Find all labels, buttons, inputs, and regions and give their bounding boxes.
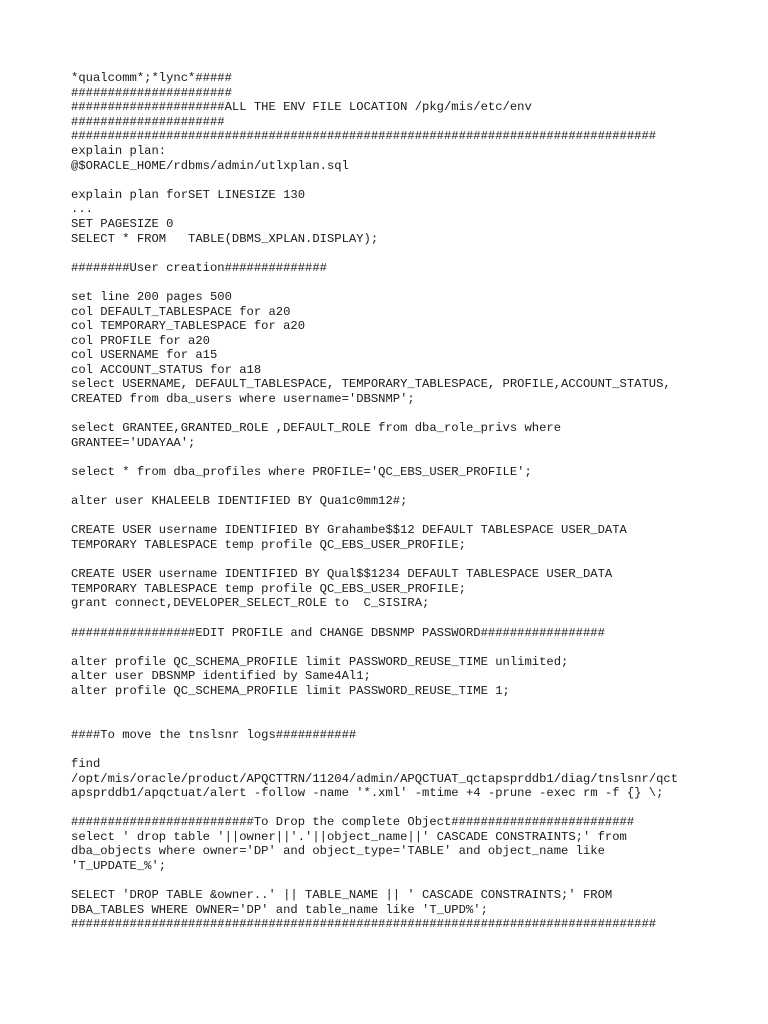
text-line: #################EDIT PROFILE and CHANGE DBSNMP PASSWORD################# — [71, 625, 605, 640]
blank-line — [71, 699, 678, 714]
text-line: select GRANTEE,GRANTED_ROLE ,DEFAULT_ROLE from dba_role_privs where — [71, 421, 562, 436]
text-line: set line 200 pages 500 — [71, 289, 232, 304]
blank-line — [71, 713, 678, 728]
text-line: select USERNAME, DEFAULT_TABLESPACE, TEMPORARY_TABLESPACE, PROFILE,ACCOUNT_STATUS, — [71, 377, 671, 392]
blank-line — [71, 275, 678, 290]
text-line: ####To move the tnslsnr logs########### — [71, 727, 357, 742]
document-text — [71, 71, 678, 932]
blank-line — [71, 874, 678, 889]
blank-line — [71, 173, 678, 188]
blank-line — [71, 640, 678, 655]
text-line: ... — [71, 202, 93, 217]
blank-line — [71, 801, 678, 816]
blank-line — [71, 246, 678, 261]
text-line: ################################################################################ — [71, 917, 657, 932]
text-line: col PROFILE for a20 — [71, 333, 210, 348]
text-line: col TEMPORARY_TABLESPACE for a20 — [71, 319, 306, 334]
blank-line — [71, 742, 678, 757]
blank-line — [71, 450, 678, 465]
text-line: @$ORACLE_HOME/rdbms/admin/utlxplan.sql — [71, 158, 349, 173]
text-line: apsprddb1/apqctuat/alert -follow -name '*.xml' -mtime +4 -prune -exec rm -f {} \; — [71, 786, 664, 801]
text-line: explain plan: — [71, 143, 167, 158]
blank-line — [71, 611, 678, 626]
text-line: TEMPORARY TABLESPACE temp profile QC_EBS_USER_PROFILE; — [71, 581, 466, 596]
text-line: ################################################################################ — [71, 129, 657, 144]
text-line: #########################To Drop the complete Object######################### — [71, 815, 635, 830]
blank-line — [71, 407, 678, 422]
text-line: ##################### — [71, 114, 225, 129]
text-line: CREATED from dba_users where username='DBSNMP'; — [71, 392, 415, 407]
text-line: GRANTEE='UDAYAA'; — [71, 435, 196, 450]
text-line: TEMPORARY TABLESPACE temp profile QC_EBS_USER_PROFILE; — [71, 538, 466, 552]
text-line: alter profile QC_SCHEMA_PROFILE limit PASSWORD_REUSE_TIME unlimited; — [71, 654, 569, 669]
text-line: #####################ALL THE ENV FILE LOCATION /pkg/mis/etc/env — [71, 100, 532, 115]
text-line: alter user DBSNMP identified by Same4Al1; — [71, 669, 371, 684]
blank-line — [71, 509, 678, 524]
text-line: alter profile QC_SCHEMA_PROFILE limit PASSWORD_REUSE_TIME 1; — [71, 683, 510, 698]
text-line: *qualcomm*;*lync*##### — [71, 71, 232, 85]
text-line: select * from dba_profiles where PROFILE='QC_EBS_USER_PROFILE'; — [71, 465, 532, 480]
text-line: /opt/mis/oracle/product/APQCTTRN/11204/admin/APQCTUAT_qctapsprddb1/diag/tnslsnr/qct — [71, 771, 679, 786]
text-line: CREATE USER username IDENTIFIED BY Qual$$1234 DEFAULT TABLESPACE USER_DATA — [71, 567, 613, 582]
text-line: col DEFAULT_TABLESPACE for a20 — [71, 304, 291, 319]
text-line: SET PAGESIZE 0 — [71, 216, 174, 231]
text-line: ########User creation############## — [71, 260, 327, 275]
text-line: CREATE USER username IDENTIFIED BY Grahambe$$12 DEFAULT TABLESPACE USER_DATA — [71, 523, 627, 538]
text-line: 'T_UPDATE_%'; — [71, 859, 167, 874]
text-line: select ' drop table '||owner||'.'||object_name||' CASCADE CONSTRAINTS;' from — [71, 829, 627, 844]
text-line: alter user KHALEELB IDENTIFIED BY Qua1c0mm12#; — [71, 494, 408, 509]
blank-line — [71, 480, 678, 495]
text-line: ###################### — [71, 85, 232, 100]
text-line: DBA_TABLES WHERE OWNER='DP' and table_name like 'T_UPD%'; — [71, 902, 488, 917]
text-line: explain plan forSET LINESIZE 130 — [71, 187, 306, 202]
blank-line — [71, 553, 678, 568]
text-line: grant connect,DEVELOPER_SELECT_ROLE to C_SISIRA; — [71, 596, 430, 611]
text-line: SELECT 'DROP TABLE &owner..' || TABLE_NAME || ' CASCADE CONSTRAINTS;' FROM — [71, 888, 613, 903]
text-line: col ACCOUNT_STATUS for a18 — [71, 362, 262, 377]
text-line: col USERNAME for a15 — [71, 348, 218, 363]
text-line: SELECT * FROM TABLE(DBMS_XPLAN.DISPLAY); — [71, 231, 379, 246]
text-line: dba_objects where owner='DP' and object_type='TABLE' and object_name like — [71, 844, 605, 859]
text-line: find — [71, 756, 101, 771]
